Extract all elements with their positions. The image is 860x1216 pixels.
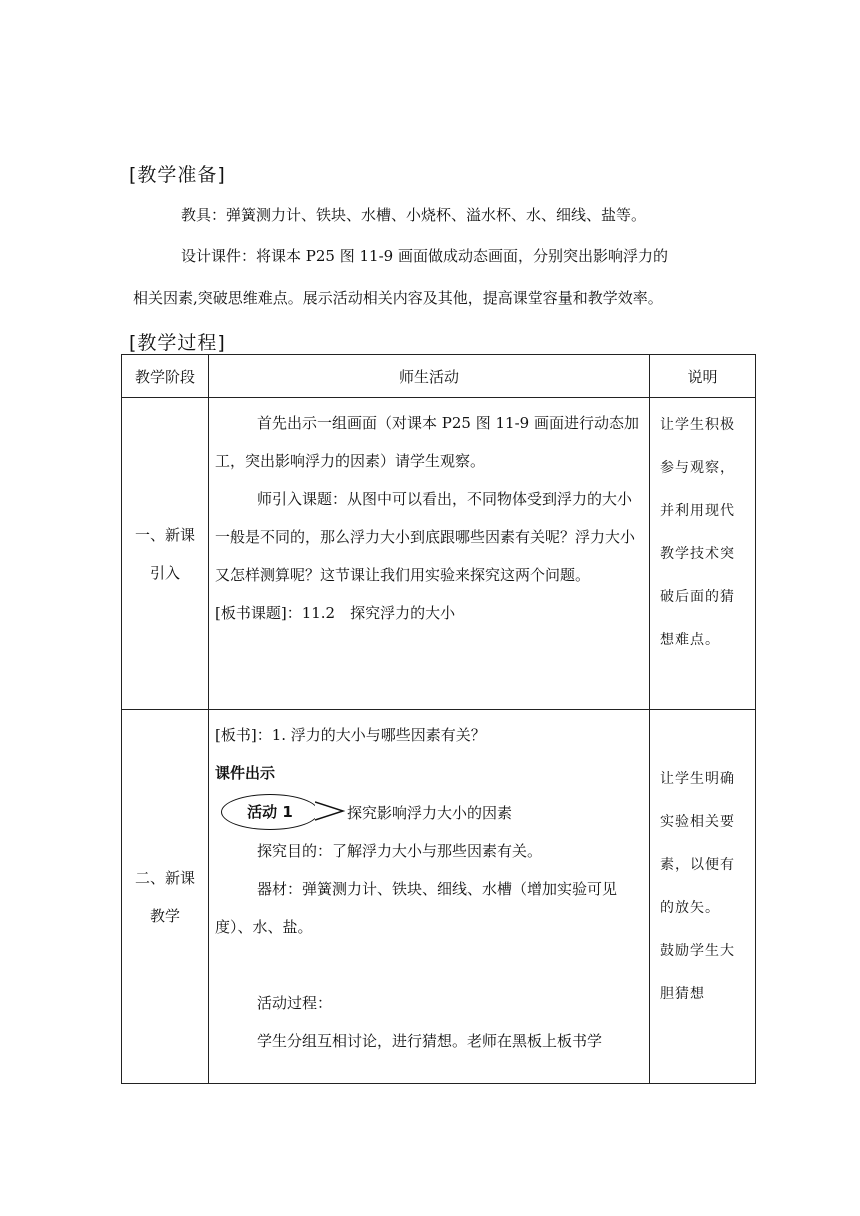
stage-cell bbox=[122, 710, 209, 1084]
courseware-label: 课件出示 bbox=[215, 764, 276, 782]
note-cell bbox=[650, 710, 756, 1084]
header-stage: 教学阶段 bbox=[122, 355, 209, 398]
activity-paragraph: 器材：弹簧测力计、铁块、细线、水槽（增加实验可见度）、水、盐。 bbox=[215, 880, 618, 936]
note-text: 让学生明确实验相关要素，以便有的放矢。 bbox=[660, 771, 735, 916]
activity-bubble: 活动 1 bbox=[221, 794, 319, 830]
prep-courseware-line2: 相关因素,突破思维难点。展示活动相关内容及其他，提高课堂容量和教学效率。 bbox=[133, 289, 663, 307]
activity-paragraph: 探究目的：了解浮力大小与那些因素有关。 bbox=[257, 842, 543, 860]
table-row bbox=[122, 398, 756, 710]
header-note: 说明 bbox=[650, 355, 756, 398]
table-header-row bbox=[122, 355, 756, 398]
note-cell: 让学生积极参与观察，并利用现代教学技术突破后面的猜想难点。 bbox=[650, 398, 756, 710]
table-row bbox=[122, 710, 756, 1084]
stage-label-line2: 引入 bbox=[149, 563, 180, 582]
board-title: [板书课题]：11.2 探究浮力的大小 bbox=[215, 604, 456, 622]
activity-cell bbox=[209, 398, 650, 710]
header-activity: 师生活动 bbox=[209, 355, 650, 398]
stage-cell bbox=[122, 398, 209, 710]
note-text: 鼓励学生大胆猜想 bbox=[660, 943, 735, 1002]
prep-heading: [教学准备] bbox=[129, 164, 226, 186]
spacer bbox=[215, 946, 643, 984]
bubble-tail-icon bbox=[315, 800, 345, 822]
stage-label-line2: 教学 bbox=[149, 906, 180, 925]
activity-paragraph: 首先出示一组画面（对课本 P25 图 11-9 画面进行动态加工，突出影响浮力的因素）请学生观察。 bbox=[215, 414, 639, 470]
prep-courseware-line1: 设计课件：将课本 P25 图 11-9 画面做成动态画面，分别突出影响浮力的 bbox=[181, 247, 668, 265]
activity-title: 探究影响浮力大小的因素 bbox=[347, 804, 513, 822]
activity-paragraph: 学生分组互相讨论，进行猜想。老师在黑板上板书学 bbox=[257, 1032, 603, 1050]
lesson-table bbox=[121, 354, 756, 1084]
activity-paragraph: 师引入课题：从图中可以看出，不同物体受到浮力的大小一般是不同的，那么浮力大小到底跟哪些因素有关呢？浮力大小又怎样测算呢？这节课让我们用实验来探究这两个问题。 bbox=[215, 490, 636, 584]
process-heading: [教学过程] bbox=[129, 332, 226, 354]
activity-cell bbox=[209, 710, 650, 1084]
board-question: [板书]：1. 浮力的大小与哪些因素有关？ bbox=[215, 726, 486, 744]
stage-label-line1: 一、新课 bbox=[134, 525, 195, 544]
activity-callout bbox=[215, 792, 643, 832]
prep-tools: 教具：弹簧测力计、铁块、水槽、小烧杯、溢水杯、水、细线、盐等。 bbox=[181, 206, 647, 224]
stage-label-line1: 二、新课 bbox=[134, 868, 195, 887]
activity-paragraph: 活动过程： bbox=[257, 994, 333, 1012]
